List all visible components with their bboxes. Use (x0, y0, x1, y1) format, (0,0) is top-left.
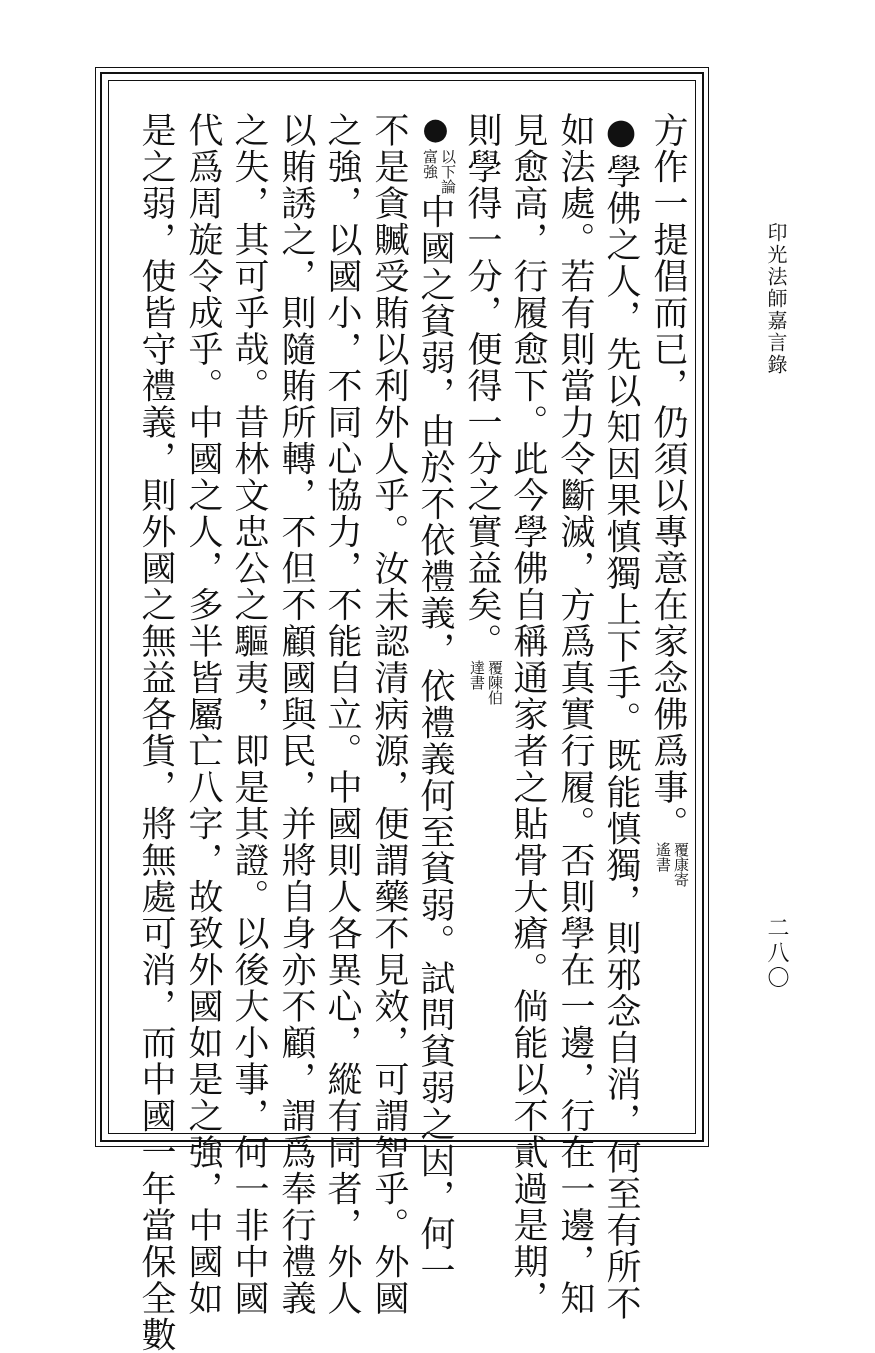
bullet-mark: ● (418, 112, 453, 149)
text-column-1 (646, 112, 690, 1132)
column-text: 則學得一分，便得一分之實益矣。 (462, 112, 502, 660)
topic-note: 以下論 富強 (421, 148, 457, 194)
text-column-10 (227, 112, 271, 1317)
column-text: 如法處。若有則當力令斷滅，方爲真實行履。否則學在一邊，行在一邊，知 (555, 112, 595, 1317)
text-column-6 (413, 112, 457, 1289)
text-column-8 (320, 112, 364, 1317)
text-column-7 (367, 112, 411, 1317)
column-text: ●學佛之人，先以知因果慎獨上下手。既能慎獨，則邪念自消，何至有所不 (601, 112, 641, 1322)
text-column-12 (134, 112, 178, 1353)
column-text: 之失，其可乎哉。昔林文忠公之驅夷，即是其證。以後大小事，何一非中國 (229, 112, 269, 1317)
text-column-5 (460, 112, 504, 1132)
column-text: 中國之貧弱，由於不依禮義，依禮義何至貧弱。試問貧弱之因，何一 (415, 193, 455, 1289)
text-column-3 (553, 112, 597, 1317)
column-text: 不是貪贓受賄以利外人乎。汝未認清病源，便謂藥不見效，可謂智乎。外國 (369, 112, 409, 1317)
text-column-11 (181, 112, 225, 1317)
page-number: 二八〇 (764, 916, 789, 991)
text-column-9 (274, 112, 318, 1317)
column-text: 是之弱，使皆守禮義，則外國之無益各貨，將無處可消，而中國一年當保全數 (136, 112, 176, 1353)
column-text: 代爲周旋令成乎。中國之人，多半皆屬亡八字，故致外國如是之強，中國如 (183, 112, 223, 1317)
source-note: 覆康寄 遙書 (654, 842, 690, 887)
column-text: 見愈高，行履愈下。此今學佛自稱通家者之貼骨大瘡。倘能以不貳過是期， (508, 112, 548, 1317)
column-text: 之強，以國小，不同心協力，不能自立。中國則人各異心，縱有同者，外人 (322, 112, 362, 1317)
column-text: 方作一提倡而已，仍須以專意在家念佛爲事。 (648, 112, 688, 842)
text-column-2 (599, 112, 643, 1322)
source-note: 覆陳伯 達書 (468, 659, 504, 705)
running-header-title: 印光法師嘉言錄 (764, 222, 788, 376)
column-text: 以賄誘之，則隨賄所轉，不但不顧國與民，并將自身亦不顧，謂爲奉行禮義 (276, 112, 316, 1317)
text-column-4 (506, 112, 550, 1317)
